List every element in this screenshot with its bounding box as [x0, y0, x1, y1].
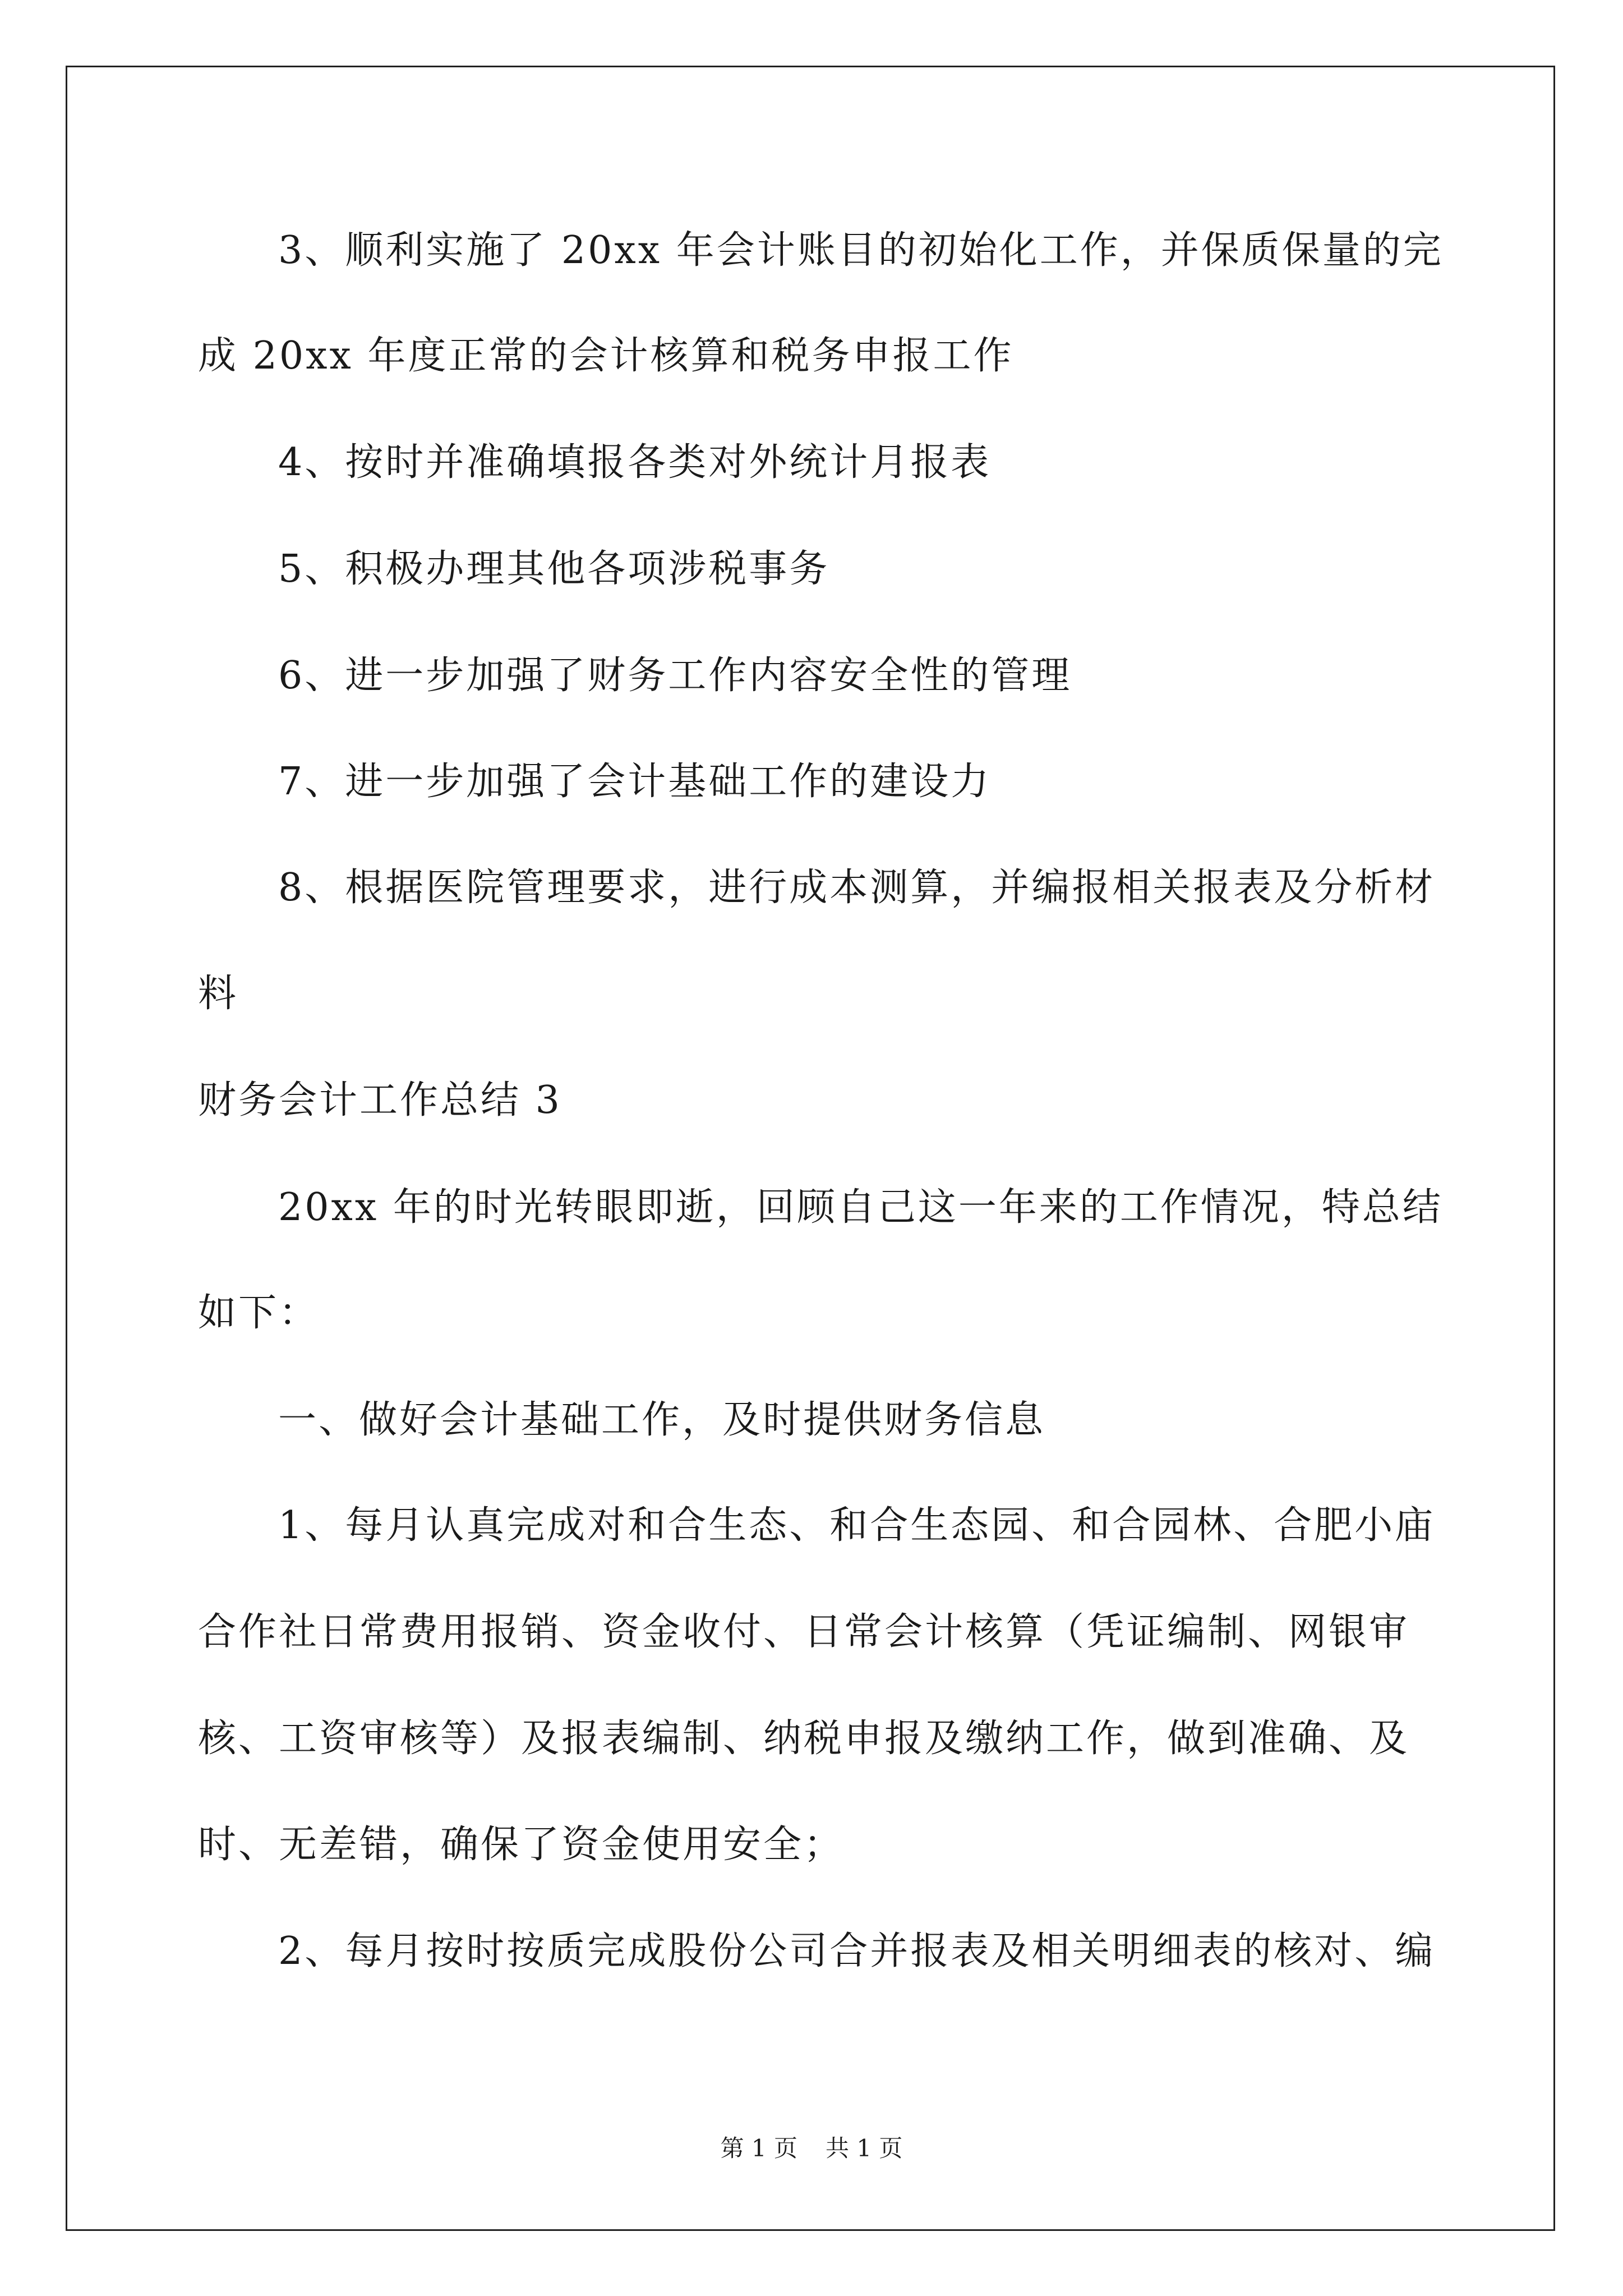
paragraph-line: 7、进一步加强了会计基础工作的建设力: [278, 760, 992, 804]
paragraph-line: 成 20xx 年度正常的会计核算和税务申报工作: [198, 334, 1014, 378]
paragraph-line: 2、每月按时按质完成股份公司合并报表及相关明细表的核对、编: [278, 1929, 1436, 1973]
page-number: 第 1 页: [720, 2134, 797, 2162]
paragraph-line: 4、按时并准确填报各类对外统计月报表: [278, 440, 992, 485]
section-heading: 财务会计工作总结 3: [198, 1078, 562, 1122]
paragraph-line: 料: [198, 972, 239, 1016]
paragraph-line: 6、进一步加强了财务工作内容安全性的管理: [278, 654, 1072, 698]
paragraph-line: 合作社日常费用报销、资金收付、日常会计核算（凭证编制、网银审: [198, 1610, 1410, 1654]
paragraph-line: 一、做好会计基础工作，及时提供财务信息: [278, 1398, 1046, 1442]
paragraph-line: 8、根据医院管理要求，进行成本测算，并编报相关报表及分析材: [278, 866, 1436, 910]
page-footer: [0, 2132, 1623, 2165]
paragraph-line: 1、每月认真完成对和合生态、和合生态园、和合园林、合肥小庙: [278, 1503, 1436, 1548]
paragraph-line: 核、工资审核等）及报表编制、纳税申报及缴纳工作，做到准确、及: [198, 1717, 1410, 1761]
page-border: [66, 66, 1555, 2231]
paragraph-line: 如下：: [198, 1291, 320, 1335]
paragraph-line: 3、顺利实施了 20xx 年会计账目的初始化工作，并保质保量的完: [278, 228, 1444, 273]
paragraph-line: 20xx 年的时光转眼即逝，回顾自己这一年来的工作情况，特总结: [278, 1185, 1443, 1230]
paragraph-line: 5、积极办理其他各项涉税事务: [278, 547, 830, 591]
paragraph-line: 时、无差错，确保了资金使用安全；: [198, 1823, 845, 1867]
page-total: 共 1 页: [826, 2134, 903, 2162]
